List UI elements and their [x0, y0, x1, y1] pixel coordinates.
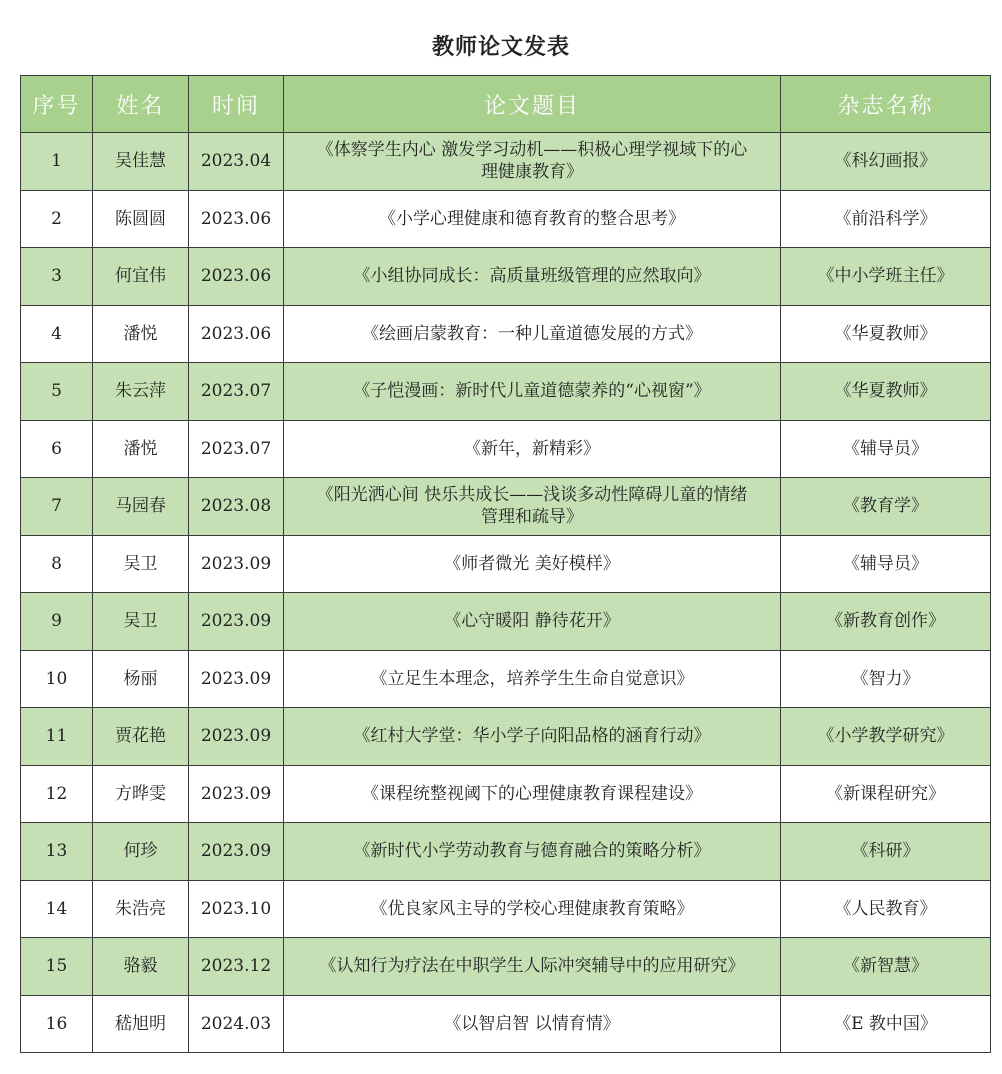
cell-journal: 《中小学班主任》 — [781, 248, 991, 306]
cell-number: 8 — [21, 535, 93, 593]
cell-paper-title — [284, 593, 781, 651]
paper-title-text: 《绘画启蒙教育：一种儿童道德发展的方式》 — [362, 323, 702, 344]
cell-paper-title — [284, 938, 781, 996]
header-name: 姓名 — [93, 76, 189, 133]
cell-date: 2023.07 — [189, 420, 284, 478]
cell-journal: 《新课程研究》 — [781, 765, 991, 823]
cell-journal: 《辅导员》 — [781, 535, 991, 593]
cell-journal: 《教育学》 — [781, 478, 991, 536]
cell-journal: 《华夏教师》 — [781, 363, 991, 421]
header-number: 序号 — [21, 76, 93, 133]
cell-number: 1 — [21, 133, 93, 191]
cell-date: 2023.06 — [189, 190, 284, 248]
cell-number: 5 — [21, 363, 93, 421]
header-paper-title: 论文题目 — [284, 76, 781, 133]
cell-number: 7 — [21, 478, 93, 536]
table-row — [21, 305, 991, 363]
cell-author-name: 贾花艳 — [93, 708, 189, 766]
paper-title-text: 《优良家风主导的学校心理健康教育策略》 — [370, 898, 694, 919]
cell-date: 2023.09 — [189, 650, 284, 708]
cell-author-name: 朱云萍 — [93, 363, 189, 421]
paper-title-text: 《体察学生内心 激发学习动机——积极心理学视域下的心理健康教育》 — [316, 140, 748, 183]
table-row — [21, 478, 991, 536]
cell-paper-title — [284, 133, 781, 191]
paper-title-text: 《师者微光 美好模样》 — [444, 553, 620, 574]
paper-title-text: 《子恺漫画：新时代儿童道德蒙养的“心视窗”》 — [353, 381, 711, 402]
cell-journal: 《新教育创作》 — [781, 593, 991, 651]
cell-number: 15 — [21, 938, 93, 996]
cell-paper-title — [284, 708, 781, 766]
cell-author-name: 潘悦 — [93, 420, 189, 478]
cell-date: 2023.09 — [189, 708, 284, 766]
cell-journal: 《科幻画报》 — [781, 133, 991, 191]
cell-paper-title — [284, 363, 781, 421]
cell-paper-title — [284, 995, 781, 1053]
cell-date: 2023.10 — [189, 880, 284, 938]
cell-author-name: 吴佳慧 — [93, 133, 189, 191]
publications-table — [20, 75, 991, 1053]
cell-journal: 《新智慧》 — [781, 938, 991, 996]
cell-date: 2023.09 — [189, 765, 284, 823]
cell-date: 2023.04 — [189, 133, 284, 191]
cell-author-name: 吴卫 — [93, 535, 189, 593]
paper-title-text: 《红村大学堂：华小学子向阳品格的涵育行动》 — [353, 726, 711, 747]
cell-journal: 《人民教育》 — [781, 880, 991, 938]
cell-date: 2023.06 — [189, 305, 284, 363]
table-row — [21, 765, 991, 823]
cell-author-name: 骆毅 — [93, 938, 189, 996]
cell-number: 12 — [21, 765, 93, 823]
cell-paper-title — [284, 420, 781, 478]
cell-author-name: 何宜伟 — [93, 248, 189, 306]
table-row — [21, 880, 991, 938]
table-row — [21, 650, 991, 708]
table-row — [21, 823, 991, 881]
cell-paper-title — [284, 478, 781, 536]
cell-date: 2023.09 — [189, 593, 284, 651]
cell-author-name: 杨丽 — [93, 650, 189, 708]
cell-date: 2023.09 — [189, 823, 284, 881]
cell-number: 14 — [21, 880, 93, 938]
paper-title-text: 《认知行为疗法在中职学生人际冲突辅导中的应用研究》 — [319, 956, 745, 977]
table-row — [21, 248, 991, 306]
cell-date: 2023.09 — [189, 535, 284, 593]
cell-journal: 《辅导员》 — [781, 420, 991, 478]
header-journal: 杂志名称 — [781, 76, 991, 133]
paper-title-text: 《课程统整视阈下的心理健康教育课程建设》 — [362, 783, 702, 804]
cell-number: 9 — [21, 593, 93, 651]
table-row — [21, 708, 991, 766]
paper-title-text: 《心守暖阳 静待花开》 — [444, 611, 620, 632]
cell-number: 13 — [21, 823, 93, 881]
table-row — [21, 363, 991, 421]
table-row — [21, 420, 991, 478]
table-row — [21, 995, 991, 1053]
cell-author-name: 陈圆圆 — [93, 190, 189, 248]
cell-paper-title — [284, 765, 781, 823]
table-header-row — [21, 76, 991, 133]
paper-title-text: 《立足生本理念，培养学生生命自觉意识》 — [370, 668, 694, 689]
header-date: 时间 — [189, 76, 284, 133]
cell-author-name: 马园春 — [93, 478, 189, 536]
cell-author-name: 朱浩亮 — [93, 880, 189, 938]
cell-number: 16 — [21, 995, 93, 1053]
paper-title-text: 《以智启智 以情育情》 — [444, 1013, 620, 1034]
cell-number: 3 — [21, 248, 93, 306]
cell-number: 4 — [21, 305, 93, 363]
table-row — [21, 190, 991, 248]
cell-journal: 《E 教中国》 — [781, 995, 991, 1053]
cell-paper-title — [284, 305, 781, 363]
cell-author-name: 嵇旭明 — [93, 995, 189, 1053]
paper-title-text: 《小组协同成长：高质量班级管理的应然取向》 — [353, 266, 711, 287]
cell-paper-title — [284, 248, 781, 306]
cell-date: 2023.08 — [189, 478, 284, 536]
cell-number: 2 — [21, 190, 93, 248]
cell-number: 10 — [21, 650, 93, 708]
cell-date: 2024.03 — [189, 995, 284, 1053]
paper-title-text: 《阳光洒心间 快乐共成长——浅谈多动性障碍儿童的情绪管理和疏导》 — [316, 485, 748, 528]
cell-journal: 《华夏教师》 — [781, 305, 991, 363]
paper-title-text: 《小学心理健康和德育教育的整合思考》 — [379, 208, 685, 229]
table-body — [21, 133, 991, 1053]
cell-author-name: 何珍 — [93, 823, 189, 881]
cell-journal: 《智力》 — [781, 650, 991, 708]
cell-paper-title — [284, 823, 781, 881]
cell-journal: 《科研》 — [781, 823, 991, 881]
cell-number: 6 — [21, 420, 93, 478]
cell-author-name: 潘悦 — [93, 305, 189, 363]
cell-paper-title — [284, 880, 781, 938]
cell-journal: 《小学教学研究》 — [781, 708, 991, 766]
table-row — [21, 938, 991, 996]
paper-title-text: 《新时代小学劳动教育与德育融合的策略分析》 — [353, 841, 711, 862]
cell-author-name: 吴卫 — [93, 593, 189, 651]
page-title: 教师论文发表 — [431, 35, 570, 60]
cell-author-name: 方晔雯 — [93, 765, 189, 823]
paper-title-text: 《新年，新精彩》 — [464, 438, 600, 459]
table-row — [21, 593, 991, 651]
cell-date: 2023.07 — [189, 363, 284, 421]
cell-date: 2023.12 — [189, 938, 284, 996]
table-row — [21, 133, 991, 191]
cell-paper-title — [284, 650, 781, 708]
cell-date: 2023.06 — [189, 248, 284, 306]
cell-paper-title — [284, 535, 781, 593]
cell-journal: 《前沿科学》 — [781, 190, 991, 248]
cell-paper-title — [284, 190, 781, 248]
table-row — [21, 535, 991, 593]
cell-number: 11 — [21, 708, 93, 766]
